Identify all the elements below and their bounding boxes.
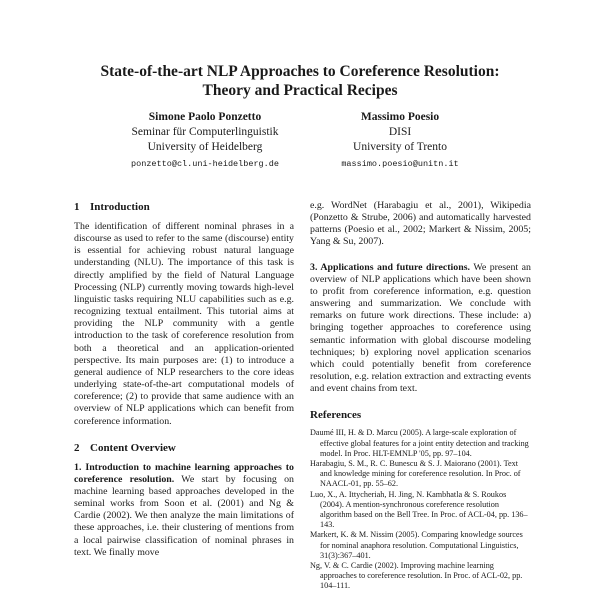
author-email: ponzetto@cl.uni-heidelberg.de (131, 159, 279, 169)
author-affiliation: Seminar für Computerlinguistik (131, 126, 279, 138)
author-email: massimo.poesio@unitn.it (341, 159, 459, 169)
content-item-3-label: 3. Applications and future directions. (310, 261, 471, 273)
left-column (74, 200, 294, 559)
section-number: 1 (74, 201, 80, 213)
content-item-1-label: 1. Introduction to machine learning approaches to coreference resolution. (74, 461, 294, 485)
author-name: Simone Paolo Ponzetto (148, 111, 262, 123)
author-block-2 (300, 110, 500, 172)
paper-title (60, 62, 540, 100)
section-title: Content Overview (90, 441, 176, 454)
author-affiliation: DISI (388, 126, 412, 138)
author-affiliation: University of Trento (353, 141, 447, 153)
section-title: Introduction (90, 201, 150, 213)
intro-paragraph: The identification of different nominal phrases in a discourse as used to refer to the same (discourse) entity is essential for achieving robust natural language understanding (NLU). The importance of this task is directly amplified by the field of Natural Language Processing (NLP) currently moving towards high-level linguistic tasks requiring NLU capabilities such as e.g. recognizing textual entailment. This tutorial aims at providing the NLP community with a gentle introduction to the task of coreference resolution from both a theoretical and an application-oriented perspective. Its main purposes are: (1) to introduce a general audience of NLP researchers to the core ideas underlying state-of-the-art computational models of coreference; (2) to provide that same audience with an overview of NLP applications which can benefit from coreference information. (74, 221, 294, 427)
section-heading-introduction (74, 200, 294, 214)
author-affiliation: University of Heidelberg (147, 141, 263, 153)
continuation-paragraph: e.g. WordNet (Harabagiu et al., 2001), Wikipedia (Ponzetto & Strube, 2006) and automatically harvested patterns (Poesio et al., 2002; Markert & Nissim, 2005; Yang & Su, 2007). (310, 200, 531, 248)
section-number: 2 (74, 441, 80, 454)
author-block-1 (95, 110, 315, 172)
content-item-1-text: We start by focusing on machine learning based approaches developed in the seminal works from Soon et al. (2001) and Ng & Cardie (2002). We then analyze the main limitations of these approaches, i.e. their clustering of mentions from a local pairwise classification of nominal phrases in text. We finally move (74, 473, 294, 558)
right-column (310, 200, 531, 592)
content-item-3 (310, 262, 531, 396)
reference-item: Markert, K. & M. Nissim (2005). Comparing knowledge sources for nominal anaphora resolution. Computational Linguistics, 31(3):367–401. (310, 530, 523, 560)
reference-item: Luo, X., A. Ittycheriah, H. Jing, N. Kambhatla & S. Roukos (2004). A mention-synchronous coreference resolution algorithm based on the Bell Tree. In Proc. of ACL-04, pp. 136–143. (310, 489, 528, 530)
content-item-3-text: We present an overview of NLP applications which have been shown to profit from coreference information, e.g. question answering and summarization. We conclude with remarks on future work directions. These include: a) bringing together approaches to coreference using semantic information with global discourse modeling techniques; b) exploring novel application scenarios which could potentially benefit from coreference resolution, e.g. relation extraction and extracting events and event chains from text. (310, 261, 531, 395)
title-line-1: State-of-the-art NLP Approaches to Coreference Resolution: (100, 63, 500, 80)
author-name: Massimo Poesio (360, 111, 440, 123)
title-line-2: Theory and Practical Recipes (202, 82, 398, 99)
reference-item: Harabagiu, S. M., R. C. Bunescu & S. J. Maiorano (2001). Text and knowledge mining for coreference resolution. In Proc. of NAACL-01, pp. 55–62. (310, 458, 521, 489)
reference-item: Daumé III, H. & D. Marcu (2005). A large-scale exploration of effective global features for a joint entity detection and tracking model. In Proc. HLT-EMNLP '05, pp. 97–104. (310, 428, 529, 458)
references-heading: References (310, 409, 362, 422)
content-item-1 (74, 462, 294, 559)
section-heading-content-overview (74, 441, 294, 455)
reference-item: Ng, V. & C. Cardie (2002). Improving machine learning approaches to coreference resolution. In Proc. of ACL-02, pp. 104–111. (310, 560, 523, 591)
